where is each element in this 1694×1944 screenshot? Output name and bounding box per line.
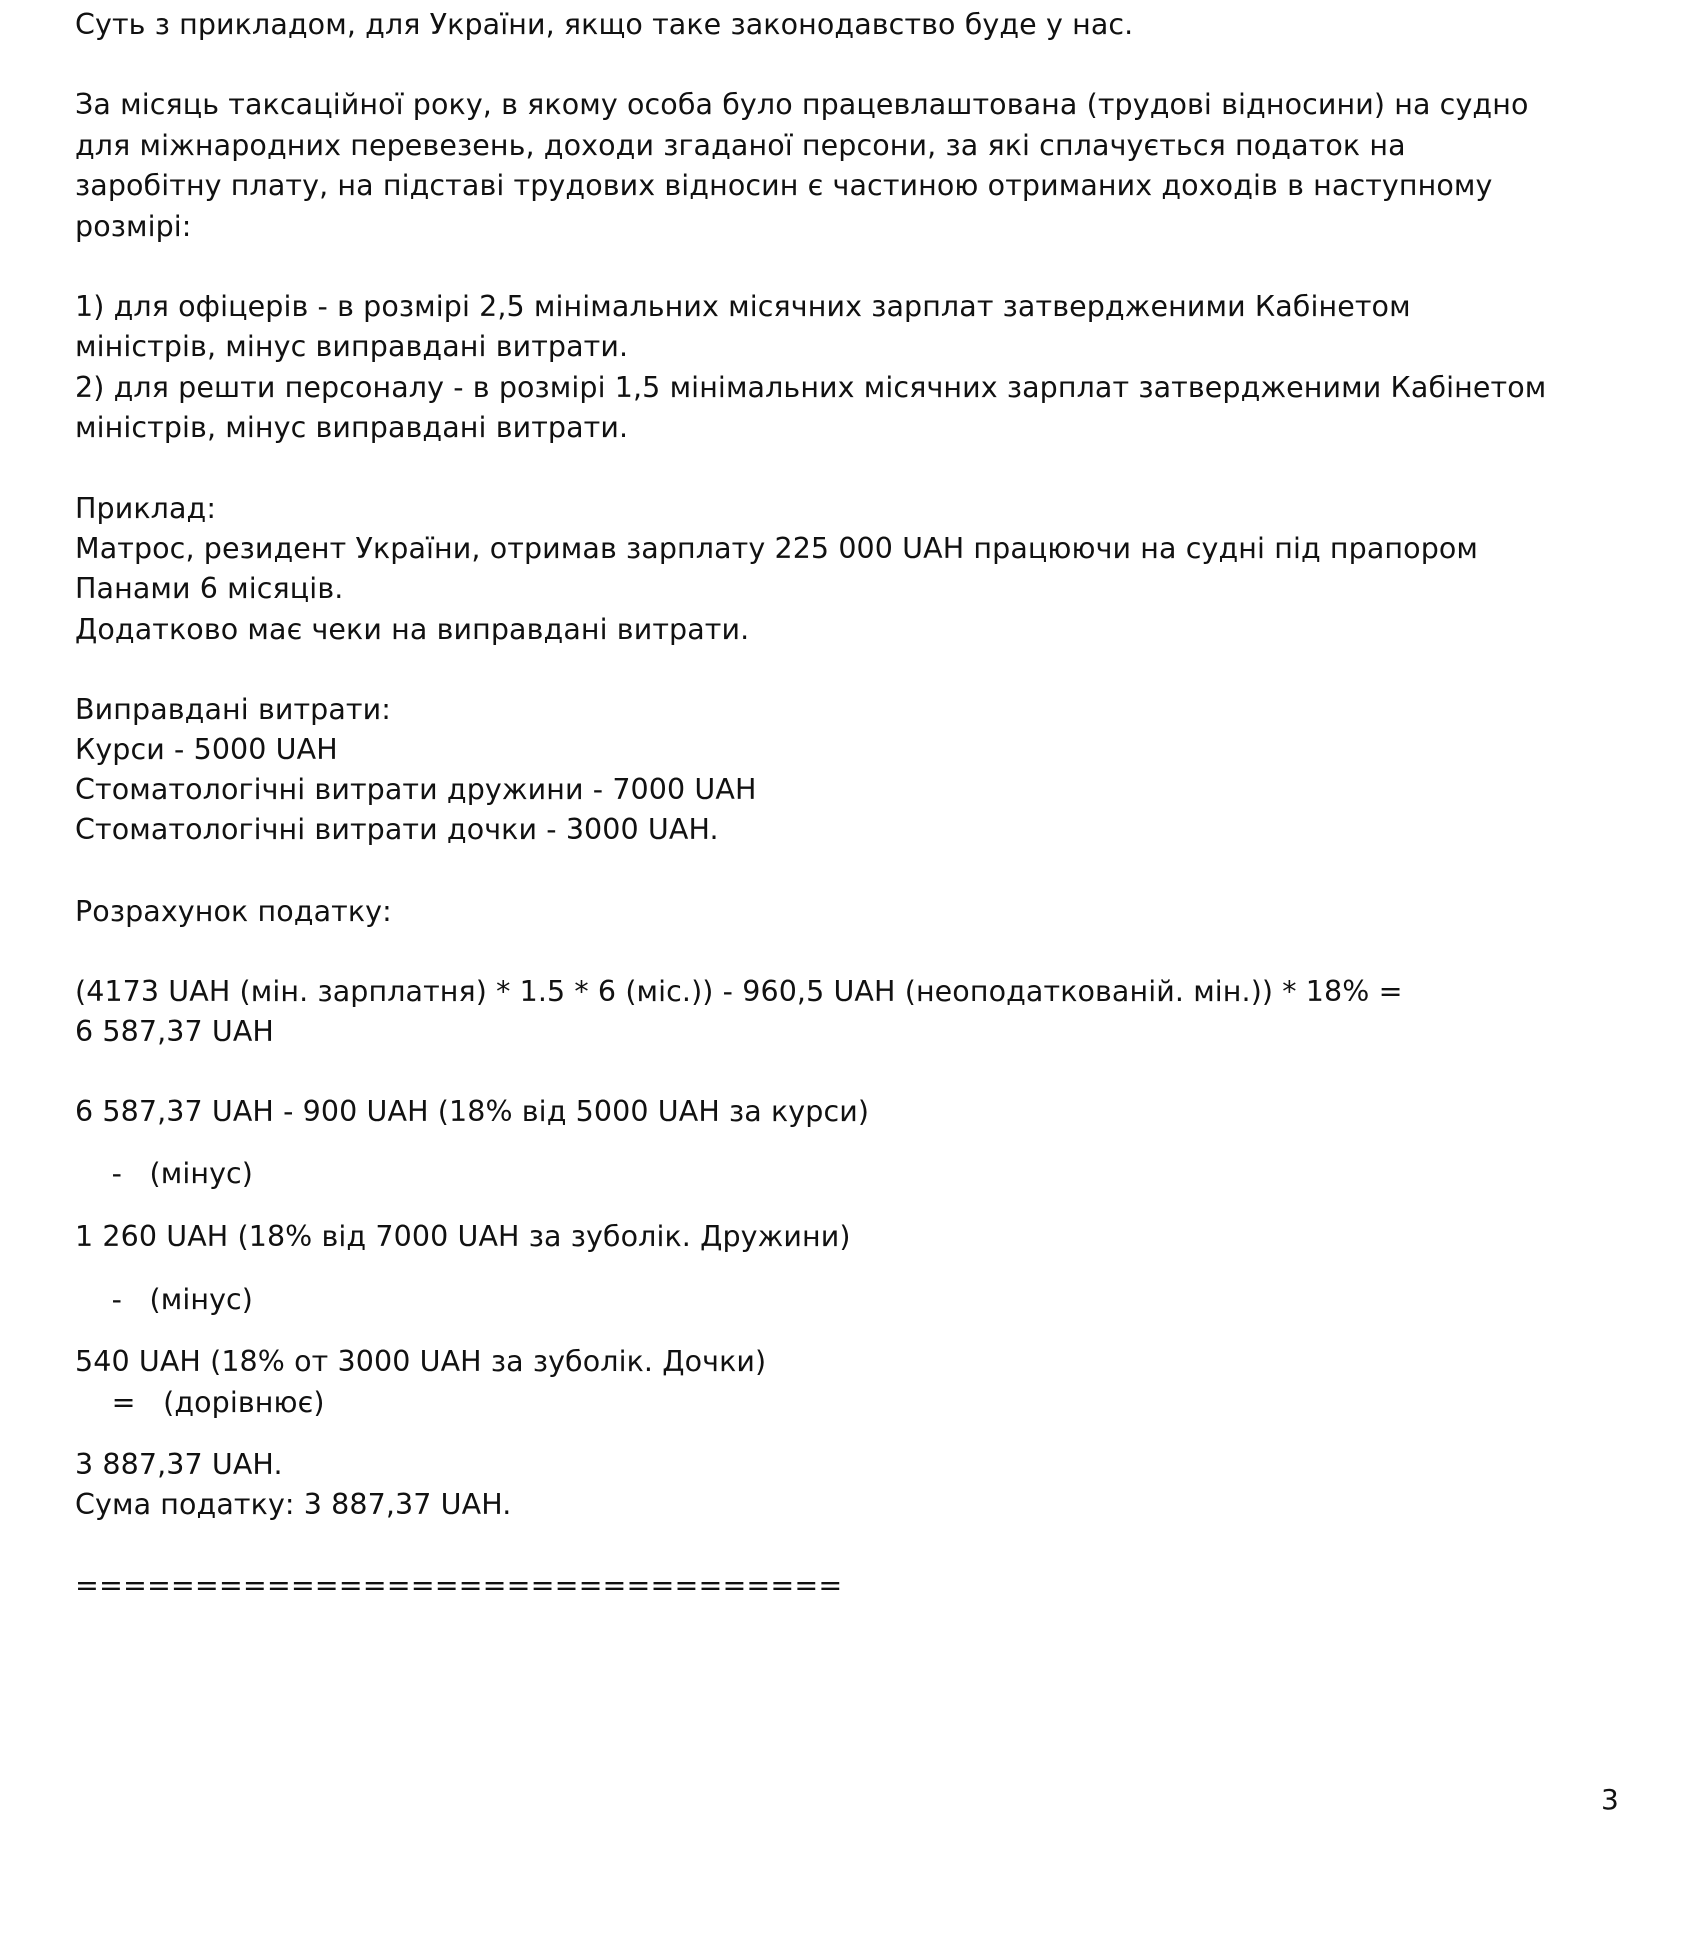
formula-line: (4173 UAH (мін. зарплатня) * 1.5 * 6 (міс.)) - 960,5 UAH (неоподаткованій. мін.)) * 18% = bbox=[75, 975, 1403, 1008]
calc-step: 6 587,37 UAH - 900 UAH (18% від 5000 UAH за курси) bbox=[75, 1095, 870, 1128]
rule-other-staff: 2) для решти персоналу - в розмірі 1,5 мінімальних місячних зарплат затвердженими Кабінетом bbox=[75, 371, 1547, 404]
rule-officers: 1) для офіцерів - в розмірі 2,5 мінімальних місячних зарплат затвердженими Кабінетом bbox=[75, 290, 1411, 323]
formula-result: 6 587,37 UAH bbox=[75, 1015, 274, 1048]
page-number: 3 bbox=[1601, 1783, 1619, 1816]
calc-step: 540 UAH (18% от 3000 UAH за зуболік. Дочки) bbox=[75, 1345, 767, 1378]
rule-officers-cont: міністрів, мінус виправдані витрати. bbox=[75, 330, 629, 363]
intro-line: Суть з прикладом, для України, якщо таке законодавство буде у нас. bbox=[75, 8, 1134, 41]
paragraph-line: За місяць таксаційної року, в якому особа було працевлаштована (трудові відносини) на судно bbox=[75, 88, 1529, 121]
expense-item: Стоматологічні витрати дочки - 3000 UAH. bbox=[75, 813, 719, 846]
paragraph-line: розмірі: bbox=[75, 210, 192, 243]
calc-operator: = (дорівнює) bbox=[75, 1386, 325, 1419]
paragraph-line: заробітну плату, на підставі трудових відносин є частиною отриманих доходів в наступному bbox=[75, 169, 1493, 202]
paragraph-line: для міжнародних перевезень, доходи згаданої персони, за які сплачується податок на bbox=[75, 129, 1406, 162]
calc-step: 1 260 UAH (18% від 7000 UAH за зуболік. Дружини) bbox=[75, 1220, 851, 1253]
calc-operator: - (мінус) bbox=[75, 1283, 254, 1316]
expense-item: Курси - 5000 UAH bbox=[75, 733, 338, 766]
separator: ================================ bbox=[75, 1569, 843, 1602]
example-line: Додатково має чеки на виправдані витрати. bbox=[75, 613, 750, 646]
expense-item: Стоматологічні витрати дружини - 7000 UAH bbox=[75, 773, 757, 806]
rule-other-staff-cont: міністрів, мінус виправдані витрати. bbox=[75, 411, 629, 444]
example-heading: Приклад: bbox=[75, 492, 217, 525]
expenses-heading: Виправдані витрати: bbox=[75, 693, 391, 726]
calc-result: 3 887,37 UAH. bbox=[75, 1448, 283, 1481]
example-line: Матрос, резидент України, отримав зарплату 225 000 UAH працюючи на судні під прапором bbox=[75, 532, 1479, 565]
tax-total: Сума податку: 3 887,37 UAH. bbox=[75, 1488, 512, 1521]
calculation-heading: Розрахунок податку: bbox=[75, 895, 392, 928]
example-line: Панами 6 місяців. bbox=[75, 572, 344, 605]
calc-operator: - (мінус) bbox=[75, 1157, 254, 1190]
